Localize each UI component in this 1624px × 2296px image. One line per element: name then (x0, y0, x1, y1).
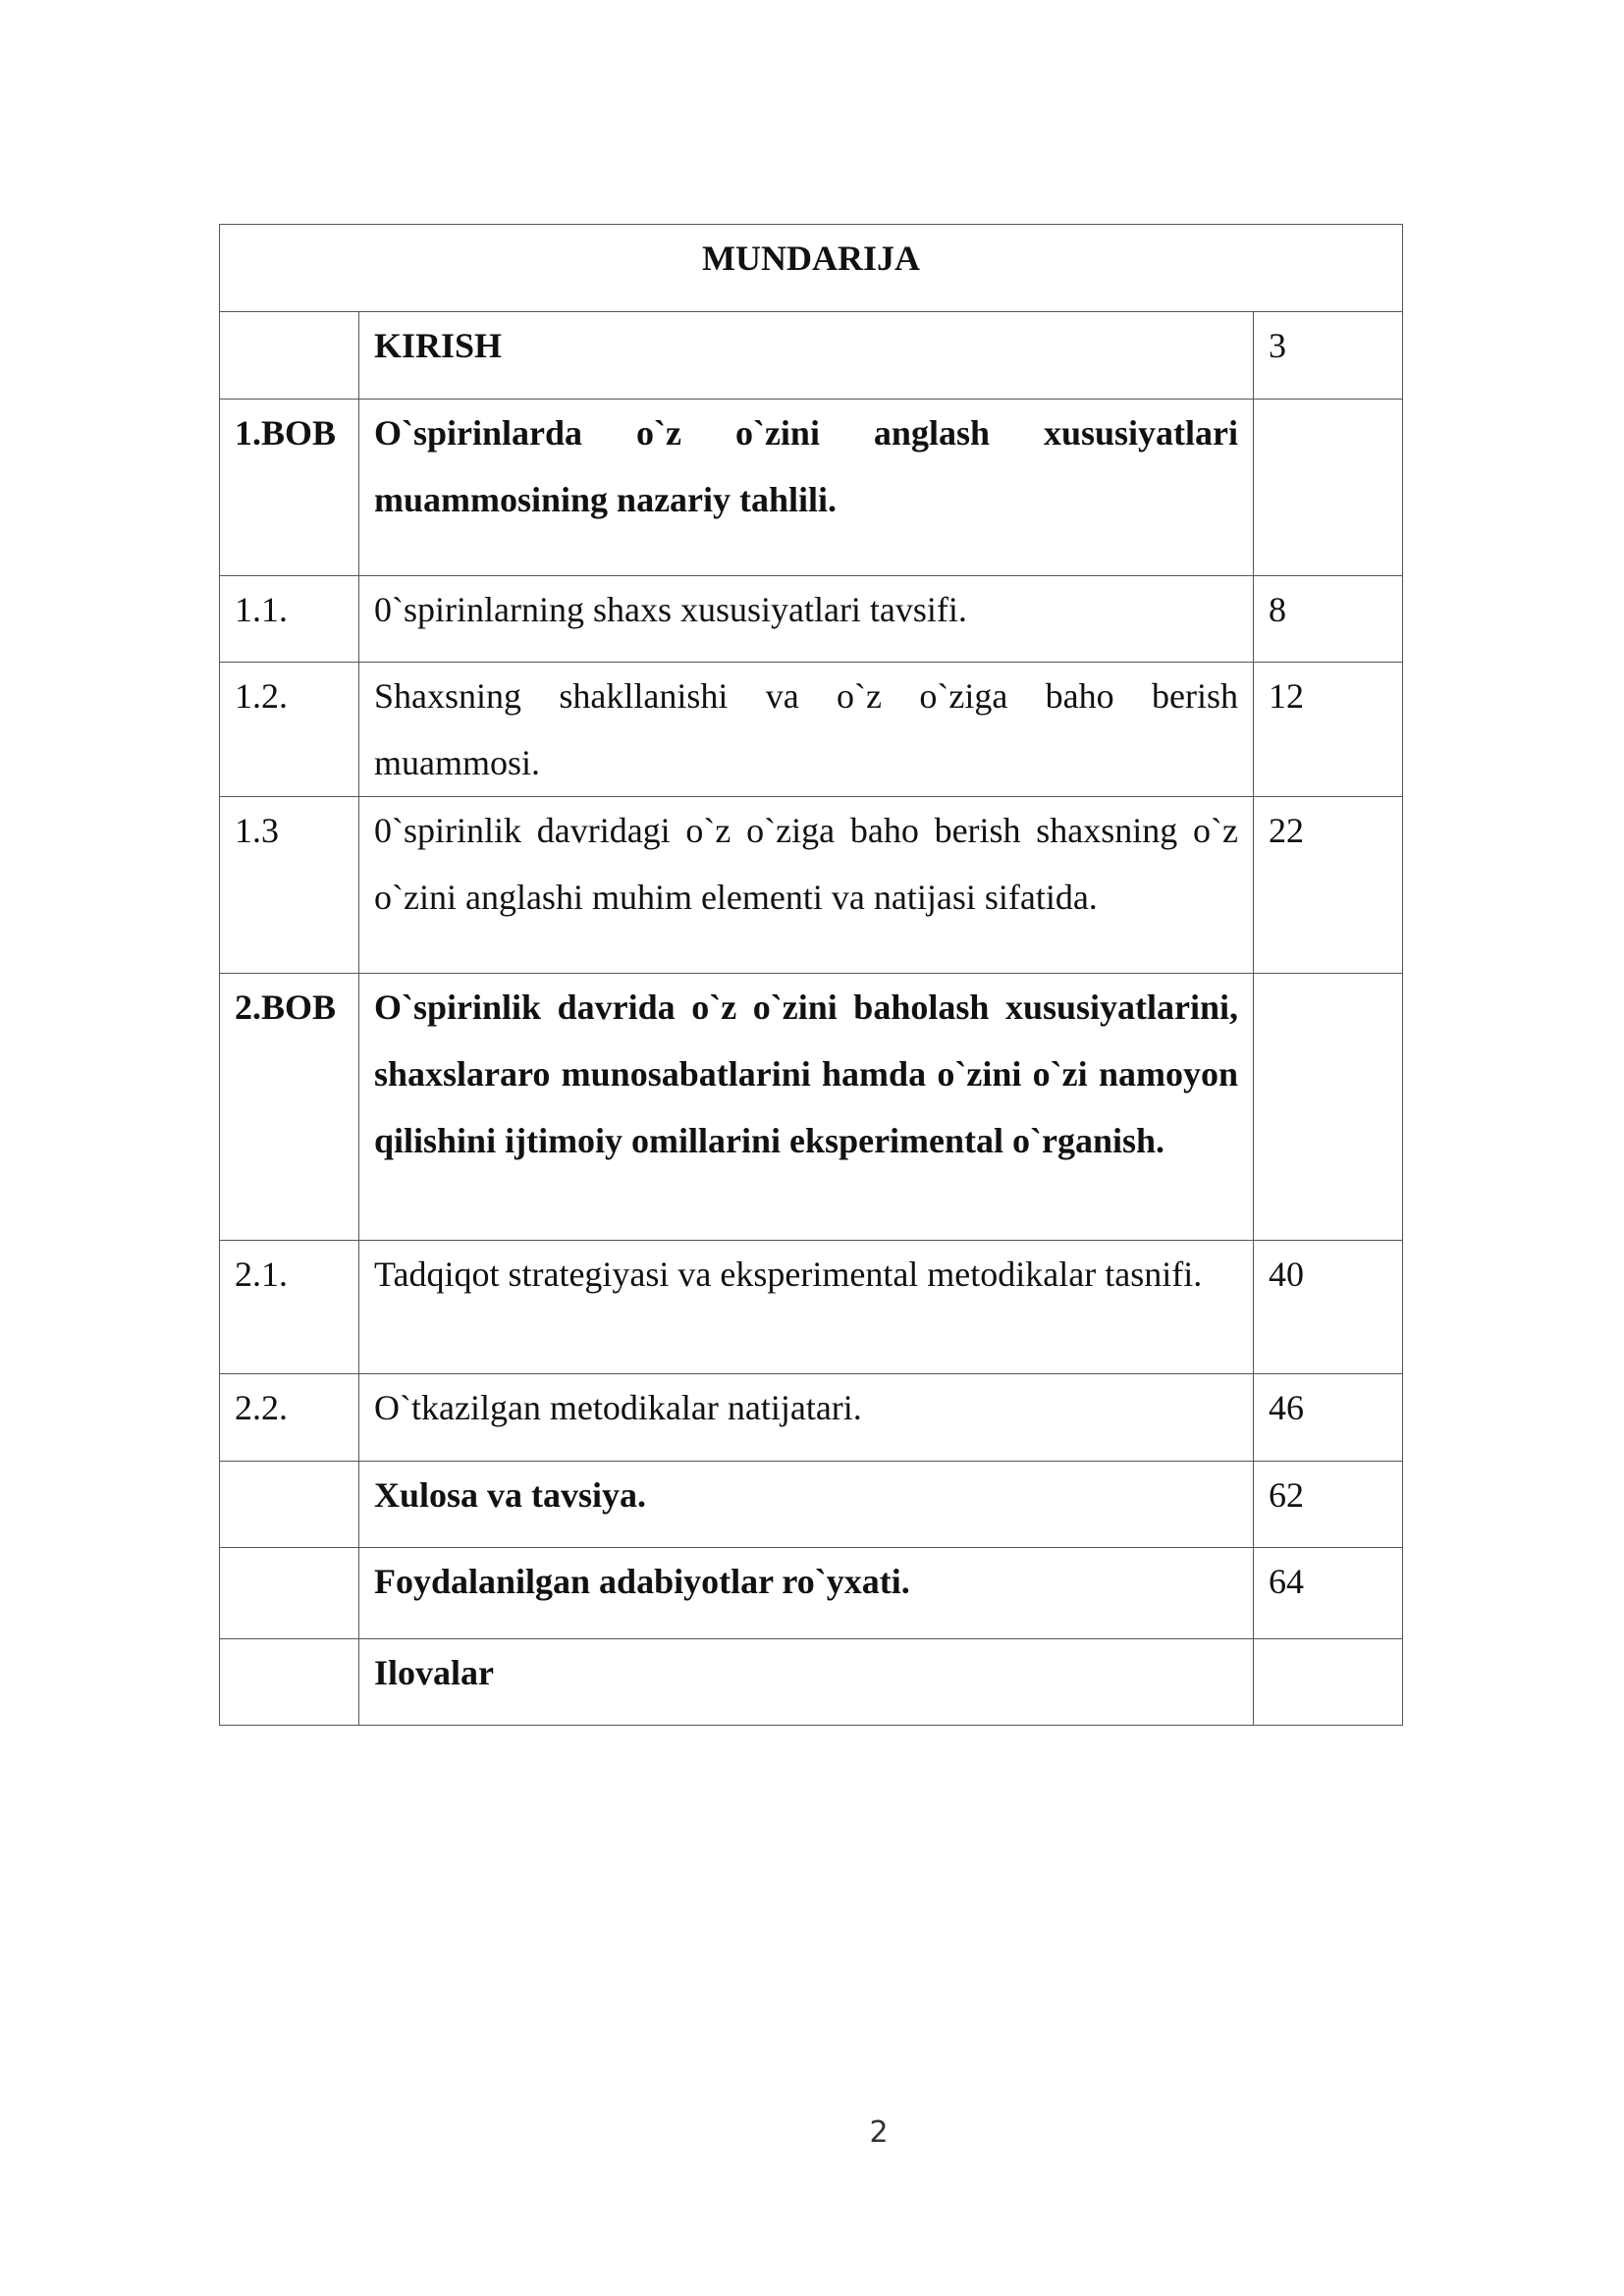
toc-row-number: 2.BOB (220, 974, 359, 1241)
toc-row (220, 663, 1403, 797)
toc-row-title: O`tkazilgan metodikalar natijatari. (359, 1374, 1254, 1462)
toc-row-number (220, 1462, 359, 1548)
toc-row-title: Xulosa va tavsiya. (359, 1462, 1254, 1548)
toc-row-title: Ilovalar (359, 1639, 1254, 1726)
toc-row-title: Shaxsning shakllanishi va o`z o`ziga baho berish muammosi. (359, 663, 1254, 797)
toc-row (220, 400, 1403, 576)
toc-row-page: 22 (1254, 797, 1403, 974)
toc-row-page: 3 (1254, 312, 1403, 400)
toc-row (220, 1639, 1403, 1726)
toc-row-title: Tadqiqot strategiyasi va eksperimental metodikalar tasnifi. (359, 1241, 1254, 1374)
toc-row-title: KIRISH (359, 312, 1254, 400)
toc-row (220, 797, 1403, 974)
toc-row-page: 64 (1254, 1548, 1403, 1639)
toc-row-title: 0`spirinlarning shaxs xususiyatlari tavsifi. (359, 576, 1254, 663)
toc-row-title: Foydalanilgan adabiyotlar ro`yxati. (359, 1548, 1254, 1639)
toc-row-page: 46 (1254, 1374, 1403, 1462)
toc-row-number: 1.1. (220, 576, 359, 663)
toc-row-page (1254, 974, 1403, 1241)
toc-row-page (1254, 400, 1403, 576)
toc-row (220, 1462, 1403, 1548)
toc-row-page: 12 (1254, 663, 1403, 797)
toc-row-number: 2.1. (220, 1241, 359, 1374)
toc-row-number (220, 1548, 359, 1639)
toc-row (220, 312, 1403, 400)
toc-row-page (1254, 1639, 1403, 1726)
toc-row-page: 62 (1254, 1462, 1403, 1548)
toc-row-title: O`spirinlarda o`z o`zini anglash xususiyatlari muammosining nazariy tahlili. (359, 400, 1254, 576)
toc-row-page: 40 (1254, 1241, 1403, 1374)
toc-row-title: 0`spirinlik davridagi o`z o`ziga baho berish shaxsning o`z o`zini anglashi muhim elementi va natijasi sifatida. (359, 797, 1254, 974)
toc-row-title: O`spirinlik davrida o`z o`zini baholash xususiyatlarini, shaxslararo munosabatlarini hamda o`zini o`zi namoyon qilishini ijtimoiy omillarini eksperimental o`rganish. (359, 974, 1254, 1241)
toc-row (220, 1548, 1403, 1639)
toc-row (220, 576, 1403, 663)
toc-title-row (220, 225, 1403, 312)
toc-row-number: 1.3 (220, 797, 359, 974)
toc-title: MUNDARIJA (220, 225, 1403, 312)
toc-row (220, 974, 1403, 1241)
toc-row (220, 1374, 1403, 1462)
toc-row-number: 1.BOB (220, 400, 359, 576)
toc-row-number (220, 312, 359, 400)
toc-row-number (220, 1639, 359, 1726)
toc-row-number: 1.2. (220, 663, 359, 797)
toc-row (220, 1241, 1403, 1374)
toc-body (220, 225, 1403, 1726)
toc-row-number: 2.2. (220, 1374, 359, 1462)
toc-row-page: 8 (1254, 576, 1403, 663)
table-of-contents (219, 224, 1403, 1726)
page-number: 2 (869, 2115, 889, 2150)
